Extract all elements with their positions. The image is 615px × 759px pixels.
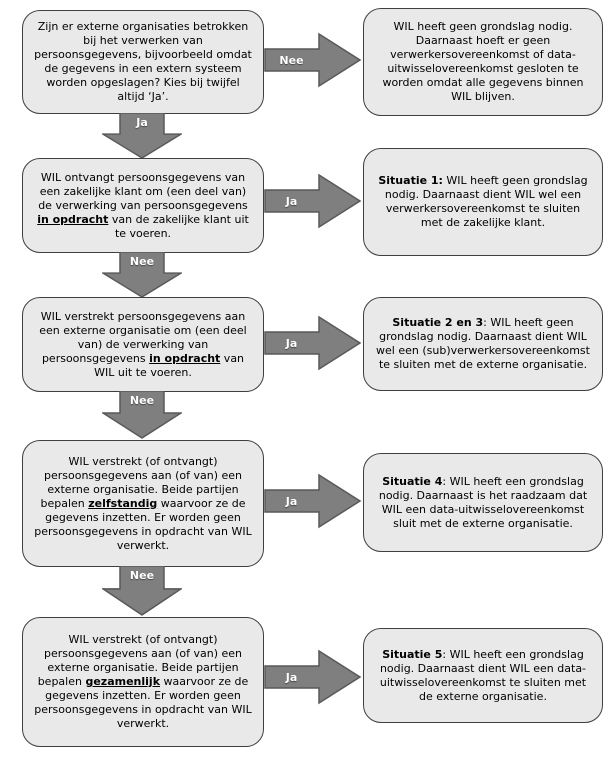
question-box-2-text: WIL ontvangt persoonsgegevens van een zakelijke klant om (een deel van) de verwerking van persoonsgegevens in opdracht van de zakelijke klant uit te voeren. [37,170,249,240]
down-arrow-icon [102,113,182,159]
down-arrow-icon [102,252,182,298]
h-arrow-3 [264,315,362,371]
h-arrow-2-label: Ja [285,194,298,208]
right-arrow-icon [264,649,362,705]
h-arrow-4 [264,473,362,529]
v-arrow-4 [102,566,182,616]
h-arrow-5 [264,649,362,705]
question-box-4 [22,440,264,567]
h-arrow-5-label: Ja [285,670,298,684]
question-box-5 [22,617,264,747]
outcome-box-5 [363,628,603,723]
h-arrow-1-label: Nee [279,53,304,67]
v-arrow-3 [102,391,182,439]
outcome-box-4-text: Situatie 4: WIL heeft een grondslag nodig. Daarnaast is het raadzaam dat WIL een data-uitwisselovereenkomst sluit met de externe organisatie. [378,474,588,530]
h-arrow-4-label: Ja [285,494,298,508]
v-arrow-2 [102,252,182,298]
v-arrow-1 [102,113,182,159]
question-box-3 [22,297,264,392]
h-arrow-2 [264,173,362,229]
question-box-1 [22,10,264,114]
outcome-box-2-text: Situatie 1: WIL heeft geen grondslag nodig. Daarnaast dient WIL wel een verwerkersovereenkomst te sluiten met de zakelijke klant. [378,174,588,229]
question-box-2 [22,158,264,253]
question-box-3-text: WIL verstrekt persoonsgegevens aan een externe organisatie om (een deel van) de verwerking van persoonsgegevens in opdracht van WIL uit te voeren. [39,309,247,379]
down-arrow-icon [102,391,182,439]
v-arrow-3-label: Nee [129,394,155,407]
h-arrow-1 [264,32,362,88]
outcome-box-3-text: Situatie 2 en 3: WIL heeft geen grondslag nodig. Daarnaast dient WIL wel een (sub)verwerkersovereenkomst te sluiten met de externe organisatie. [376,316,590,371]
v-arrow-4-label: Nee [129,569,155,582]
question-box-4-text: WIL verstrekt (of ontvangt) persoonsgegevens aan (of van) een externe organisatie. Beide partijen bepalen zelfstandig waarvoor ze de gegevens inzetten. Er worden geen persoonsgegevens in opdracht van WIL verwerkt. [34,454,252,552]
down-arrow-icon [102,566,182,616]
question-box-5-text: WIL verstrekt (of ontvangt) persoonsgegevens aan (of van) een externe organisatie. Beide partijen bepalen gezamenlijk waarvoor ze de gegevens inzetten. Er worden geen persoonsgegevens in opdracht van WIL verwerkt. [34,633,252,730]
v-arrow-1-label: Ja [136,116,148,129]
outcome-box-5-text: Situatie 5: WIL heeft een grondslag nodig. Daarnaast dient WIL een data-uitwisselovereenkomst te sluiten met de externe organisatie. [379,647,587,703]
right-arrow-icon [264,315,362,371]
h-arrow-3-label: Ja [285,336,298,350]
outcome-box-1-text: WIL heeft geen grondslag nodig. Daarnaast hoeft er geen verwerkersovereenkomst of data-uitwisselovereenkomst gesloten te worden omdat alle gegevens binnen WIL blijven. [382,20,584,103]
v-arrow-2-label: Nee [129,255,155,268]
outcome-box-2 [363,148,603,256]
right-arrow-icon [264,32,362,88]
right-arrow-icon [264,173,362,229]
outcome-box-1 [363,8,603,116]
outcome-box-3 [363,297,603,391]
right-arrow-icon [264,473,362,529]
outcome-box-4 [363,453,603,552]
question-box-1-text: Zijn er externe organisaties betrokken bij het verwerken van persoonsgegevens, bijvoorbeeld omdat de gegevens in een extern systeem worden opgeslagen? Kies bij twijfel altijd ‘Ja’. [34,20,252,103]
